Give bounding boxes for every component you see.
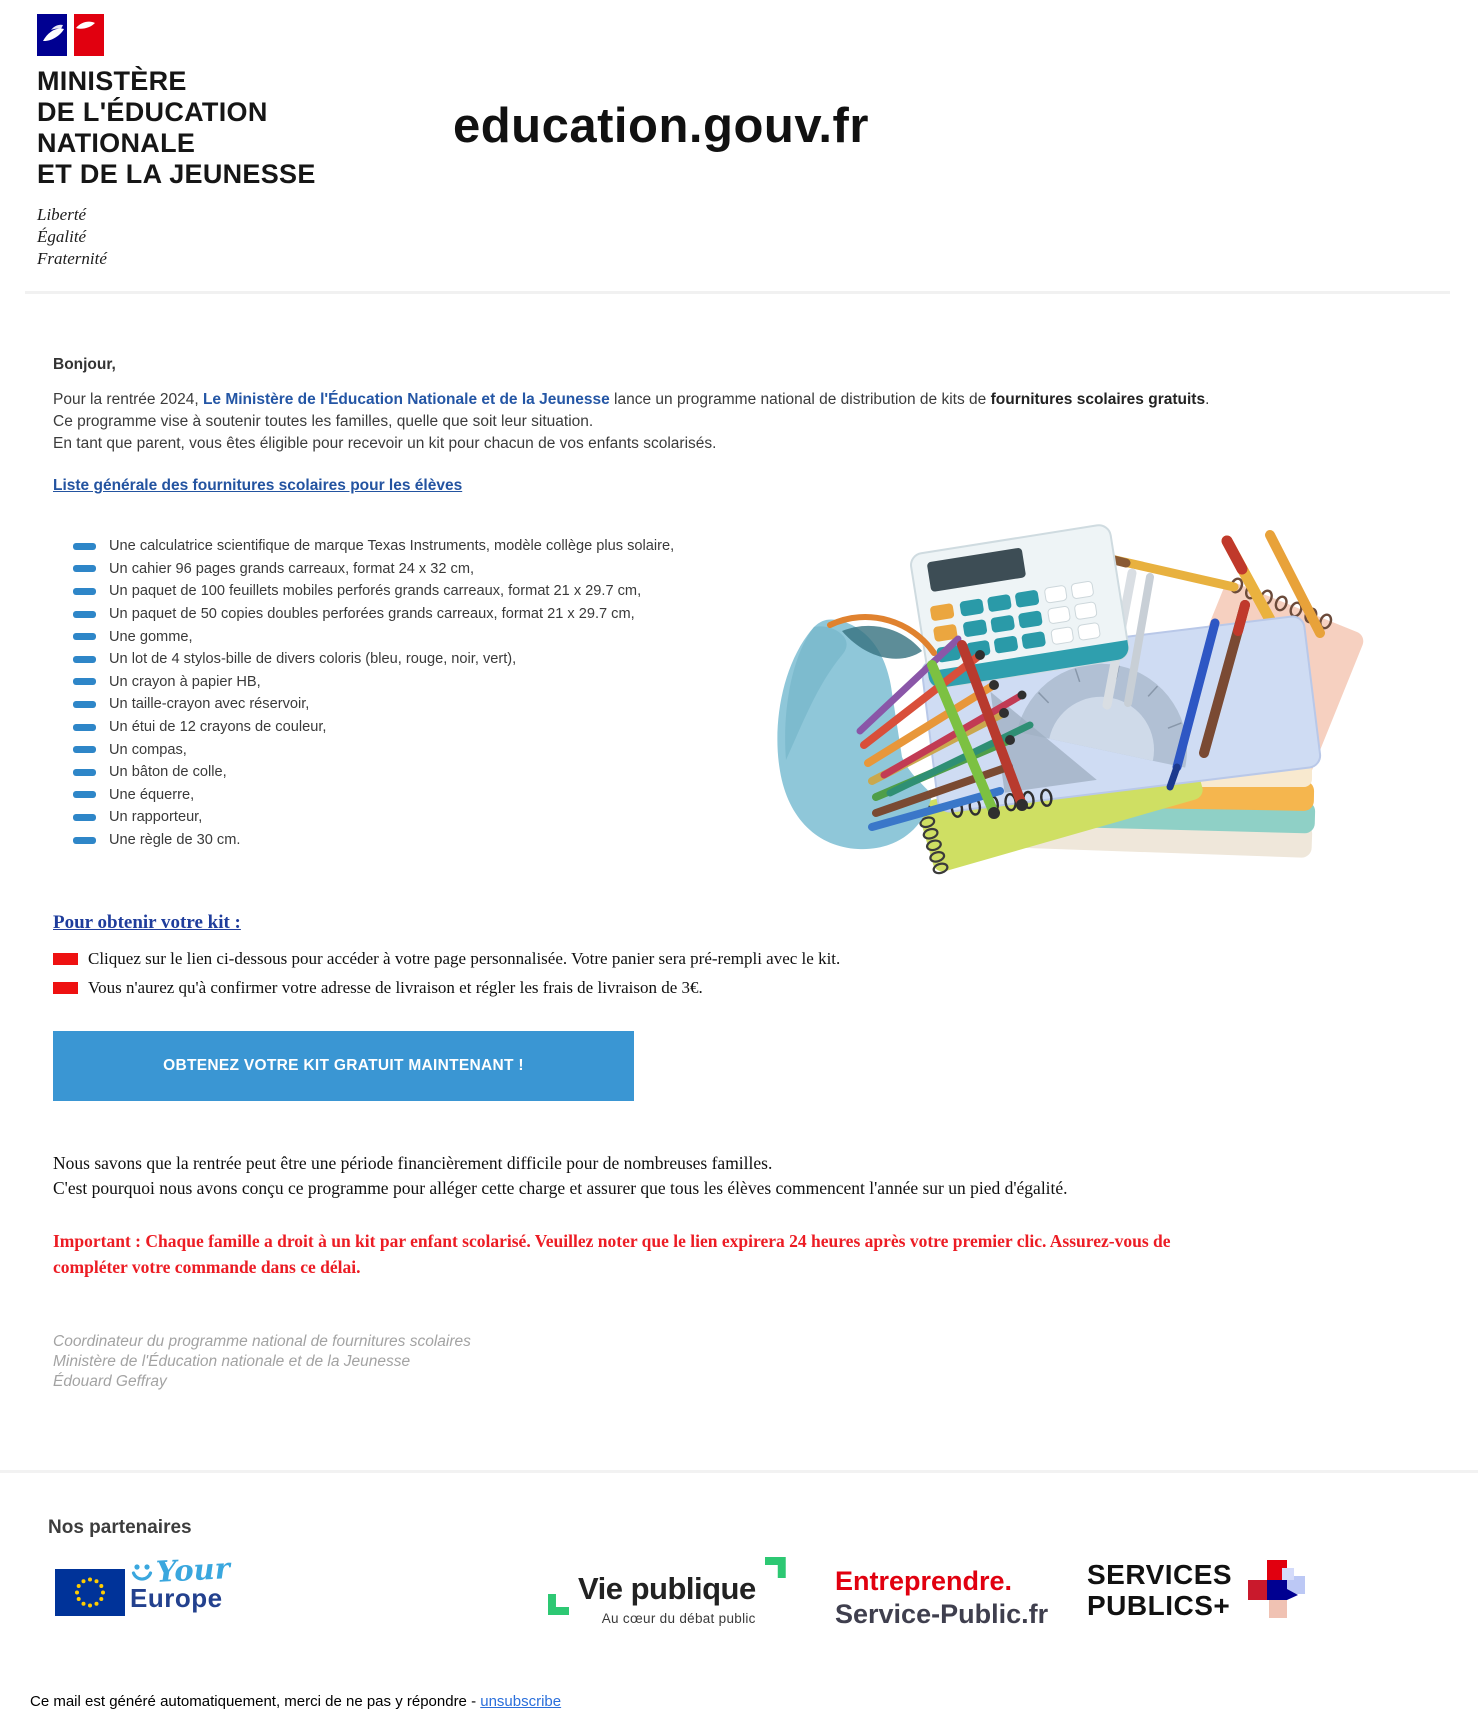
ministry-name [37, 66, 316, 190]
list-item-label: Un étui de 12 crayons de couleur, [109, 719, 327, 736]
entreprendre-logo[interactable] [835, 1565, 1048, 1631]
partners-heading: Nos partenaires [48, 1517, 192, 1538]
your-europe-logo[interactable] [130, 1551, 250, 1614]
dash-bullet-icon [73, 656, 96, 663]
vie-publique-logo[interactable] [578, 1571, 756, 1626]
supplies-list [53, 535, 772, 851]
list-item [73, 829, 772, 852]
list-item [73, 693, 772, 716]
list-item-label: Un compas, [109, 741, 187, 758]
intro-line2: Ce programme vise à soutenir toutes les familles, quelle que soit leur situation. [53, 413, 594, 430]
dash-bullet-icon [73, 837, 96, 844]
list-item [73, 671, 772, 694]
list-item [73, 761, 772, 784]
services-publics-line2: PUBLICS+ [1087, 1590, 1231, 1621]
motto-line: Égalité [37, 227, 87, 246]
closing-line: C'est pourquoi nous avons conçu ce programme pour alléger cette charge et assurer que tous les élèves commencent l'année sur un pied d'égalité. [53, 1178, 1068, 1198]
unsubscribe-link[interactable]: unsubscribe [480, 1693, 562, 1710]
list-item-label: Une gomme, [109, 628, 193, 645]
header-divider [25, 291, 1450, 294]
services-publics-logo[interactable] [1087, 1559, 1308, 1621]
list-item-label: Un paquet de 50 copies doubles perforées grands carreaux, format 21 x 29.7 cm, [109, 606, 635, 623]
list-item [73, 784, 772, 807]
greeting: Bonjour, [53, 356, 116, 373]
kit-section-title: Pour obtenir votre kit : [53, 912, 241, 933]
ministry-name-line: ET DE LA JEUNESSE [37, 159, 316, 189]
motto-line: Fraternité [37, 249, 107, 268]
dash-bullet-icon [73, 611, 96, 618]
entreprendre-line2: Service-Public.fr [835, 1599, 1049, 1629]
list-item-label: Une calculatrice scientifique de marque Texas Instruments, modèle collège plus solaire, [109, 538, 675, 555]
red-bullet-icon [53, 953, 78, 965]
dash-bullet-icon [73, 769, 96, 776]
ministry-name-line: MINISTÈRE [37, 66, 187, 96]
intro-paragraph [53, 389, 1438, 455]
intro-tail: . [1205, 391, 1210, 408]
partners-section [0, 1470, 1478, 1653]
list-item [73, 603, 772, 626]
list-item-label: Un cahier 96 pages grands carreaux, format 24 x 32 cm, [109, 560, 475, 577]
intro-lead: Pour la rentrée 2024, [53, 391, 203, 408]
kit-step [53, 976, 1438, 999]
signature-line: Ministère de l'Éducation nationale et de la Jeunesse [53, 1353, 411, 1370]
green-corner-icon [548, 1594, 569, 1615]
list-item-label: Un taille-crayon avec réservoir, [109, 696, 310, 713]
smiley-icon [130, 1561, 154, 1585]
dash-bullet-icon [73, 701, 96, 708]
closing-line: Nous savons que la rentrée peut être une période financièrement difficile pour de nombreuses familles. [53, 1153, 773, 1173]
kit-section [53, 912, 1438, 999]
list-item-label: Un rapporteur, [109, 809, 203, 826]
dash-bullet-icon [73, 814, 96, 821]
plus-mosaic-icon [1246, 1559, 1308, 1621]
red-bullet-icon [53, 982, 78, 994]
list-item-label: Un paquet de 100 feuillets mobiles perforés grands carreaux, format 21 x 29.7 cm, [109, 583, 642, 600]
footer-text: Ce mail est généré automatiquement, merci de ne pas y répondre - [30, 1693, 481, 1710]
list-item [73, 716, 772, 739]
dash-bullet-icon [73, 588, 96, 595]
signature [53, 1332, 1438, 1392]
partner-logos-row [48, 1553, 1478, 1653]
footer [0, 1693, 1478, 1710]
list-item [73, 535, 772, 558]
header [0, 0, 1478, 294]
site-title: education.gouv.fr [453, 99, 869, 153]
your-europe-script: Your [155, 1551, 231, 1589]
get-kit-button[interactable]: OBTENEZ VOTRE KIT GRATUIT MAINTENANT ! [53, 1031, 634, 1101]
motto [37, 204, 316, 270]
entreprendre-line1: Entreprendre. [835, 1566, 1013, 1596]
list-item [73, 806, 772, 829]
kit-step-text: Cliquez sur le lien ci-dessous pour accéder à votre page personnalisée. Votre panier sera pré-rempli avec le kit. [88, 949, 841, 968]
intro-mid: lance un programme national de distribution de kits de [609, 391, 991, 408]
ministry-link: Le Ministère de l'Éducation Nationale et de la Jeunesse [202, 391, 610, 408]
list-item [73, 648, 772, 671]
your-europe-word: Europe [130, 1583, 223, 1613]
important-notice: Important : Chaque famille a droit à un kit par enfant scolarisé. Veuillez noter que le lien expirera 24 heures après votre premier clic. Assurez-vous de compléter votre commande dans ce délai. [53, 1231, 1171, 1277]
french-flag-emblem-icon [37, 14, 105, 58]
ministry-name-line: NATIONALE [37, 128, 196, 158]
list-item-label: Une équerre, [109, 786, 195, 803]
vie-publique-name: Vie publique [578, 1571, 756, 1606]
list-item-label: Un bâton de colle, [109, 764, 227, 781]
supplies-section [53, 535, 1438, 860]
ministry-name-line: DE L'ÉDUCATION [37, 97, 268, 127]
vie-publique-tagline: Au cœur du débat public [601, 1611, 756, 1626]
signature-line: Édouard Geffray [53, 1373, 167, 1390]
list-item-label: Un lot de 4 stylos-bille de divers coloris (bleu, rouge, noir, vert), [109, 651, 517, 668]
dash-bullet-icon [73, 791, 96, 798]
dash-bullet-icon [73, 543, 96, 550]
motto-line: Liberté [37, 205, 87, 224]
dash-bullet-icon [73, 633, 96, 640]
kit-step-text: Vous n'aurez qu'à confirmer votre adresse de livraison et régler les frais de livraison de 3€. [88, 978, 703, 997]
eu-flag-logo[interactable] [55, 1569, 125, 1616]
signature-line: Coordinateur du programme national de fournitures scolaires [53, 1333, 471, 1350]
school-supplies-photo [772, 535, 1322, 860]
list-item [73, 580, 772, 603]
intro-line3: En tant que parent, vous êtes éligible pour recevoir un kit pour chacun de vos enfants scolarisés. [53, 435, 717, 452]
ministry-logo [37, 14, 316, 270]
email-body [0, 356, 1478, 1392]
closing-paragraph [53, 1151, 1438, 1201]
dash-bullet-icon [73, 678, 96, 685]
list-item [73, 738, 772, 761]
dash-bullet-icon [73, 565, 96, 572]
list-item-label: Un crayon à papier HB, [109, 673, 261, 690]
list-item-label: Une règle de 30 cm. [109, 832, 241, 849]
intro-highlight: fournitures scolaires gratuits [990, 391, 1206, 408]
list-item [73, 625, 772, 648]
green-corner-icon [765, 1557, 786, 1578]
dash-bullet-icon [73, 746, 96, 753]
supplies-list-link[interactable]: Liste générale des fournitures scolaires pour les élèves [53, 477, 463, 494]
services-publics-line1: SERVICES [1087, 1559, 1233, 1590]
dash-bullet-icon [73, 724, 96, 731]
kit-step [53, 947, 1438, 970]
list-item [73, 558, 772, 581]
